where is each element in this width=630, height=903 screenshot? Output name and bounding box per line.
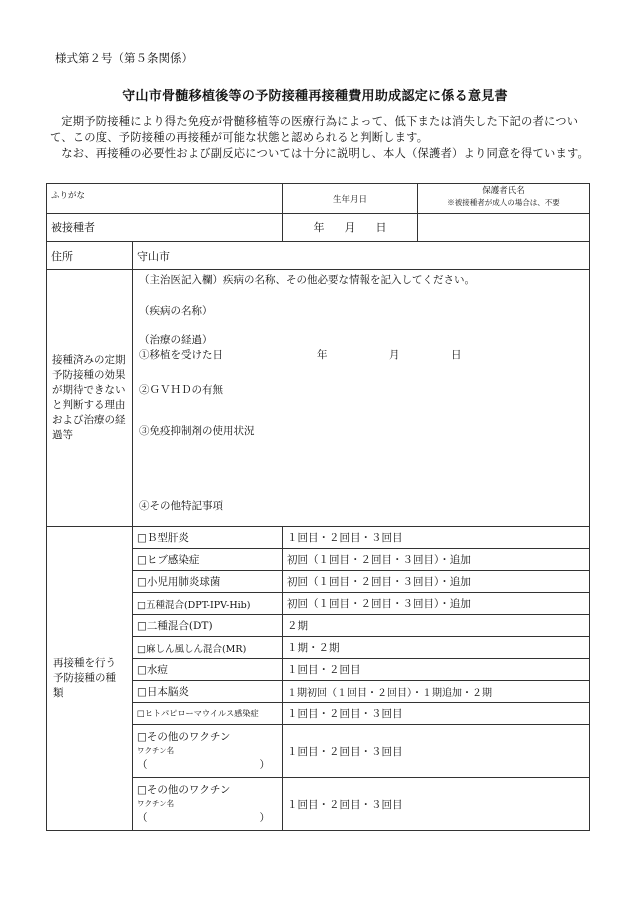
vaccine-doses[interactable] (283, 659, 590, 681)
vaccine-section-label: 再接種を行う予防接種の種類 (53, 657, 116, 699)
vaccine-checkbox[interactable] (133, 593, 283, 615)
opinion-field[interactable] (133, 270, 590, 527)
other-vaccine-2[interactable] (133, 778, 283, 831)
vaccine-name: □ヒブ感染症 (137, 554, 200, 566)
paren-open: （ (137, 759, 148, 771)
address-value: 守山市 (137, 249, 170, 263)
vaccine-doses[interactable] (283, 571, 590, 593)
vaccine-doses-text: 初回（１回目・２回目・３回目）・追加 (287, 598, 471, 610)
vaccine-name: □二種混合(DT) (137, 620, 213, 632)
transplant-date-label: ①移植を受けた日 (139, 349, 223, 361)
dob-cell (283, 184, 418, 242)
opinion-section-label-cell (47, 270, 133, 527)
transplant-date-row (139, 347, 583, 362)
vaccine-name: □麻しん風しん混合(MR) (137, 643, 247, 655)
vaccine-checkbox[interactable] (133, 527, 283, 549)
other-notes-label: ④その他特記事項 (139, 500, 223, 512)
vaccine-checkbox[interactable] (133, 571, 283, 593)
vaccine-doses[interactable] (283, 615, 590, 637)
vaccine-doses-text: １回目・２回目・３回目 (287, 798, 403, 811)
dob-day: 日 (375, 221, 387, 234)
vaccine-doses[interactable] (283, 778, 590, 831)
opinion-instruction: （主治医記入欄）疾病の名称、その他必要な情報を記入してください。 (139, 274, 475, 286)
vaccine-doses-text: １期・２期 (287, 642, 340, 654)
guardian-cell (418, 184, 590, 242)
vaccine-name-label: ワクチン名 (137, 799, 175, 808)
vaccine-doses[interactable] (283, 703, 590, 725)
recipient-name-field[interactable] (47, 213, 283, 241)
opinion-section-label: 接種済みの定期予防接種の効果が期待できないと判断する理由および治療の経過等 (52, 354, 126, 441)
furigana-label: ふりがな (51, 191, 86, 201)
vaccine-doses[interactable] (283, 681, 590, 703)
vaccine-name-input[interactable] (137, 758, 278, 772)
vaccine-checkbox[interactable] (133, 703, 283, 725)
vaccine-doses[interactable] (283, 637, 590, 659)
vaccine-section-label-cell (47, 527, 133, 831)
vaccine-checkbox[interactable] (133, 659, 283, 681)
vaccine-checkbox[interactable] (133, 681, 283, 703)
other-vaccine-1[interactable] (133, 725, 283, 778)
vaccine-doses-text: １回目・２回目 (287, 664, 361, 676)
vaccine-doses-text: ２期 (287, 620, 309, 632)
paren-close: ） (259, 812, 271, 824)
address-label: 住所 (51, 249, 73, 263)
vaccine-doses[interactable] (283, 725, 590, 778)
vaccine-checkbox[interactable] (133, 637, 283, 659)
opinion-form-table (46, 183, 590, 831)
vaccine-name: □その他のワクチン (137, 731, 231, 743)
transplant-month: 月 (389, 349, 400, 361)
vaccine-doses-text: 初回（１回目・２回目・３回目）・追加 (287, 554, 471, 566)
transplant-day: 日 (451, 349, 462, 361)
dob-field[interactable] (283, 214, 417, 241)
treatment-label: （治療の経過） (139, 334, 213, 346)
guardian-label: 保護者氏名 (482, 186, 525, 196)
vaccine-checkbox[interactable] (133, 615, 283, 637)
intro-paragraph-1: 定期予防接種により得た免疫が骨髄移植等の医療行為によって、低下または消失した下記の者について、この度、予防接種の再接種が可能な状態と認められると判断します。 (50, 115, 579, 144)
vaccine-name-label: ワクチン名 (137, 746, 175, 755)
immunosuppressant-label: ③免疫抑制剤の使用状況 (139, 425, 255, 437)
vaccine-name: □日本脳炎 (137, 686, 189, 698)
intro-paragraph-2: なお、再接種の必要性および副反応については十分に説明し、本人（保護者）より同意を得ています。 (61, 147, 590, 160)
vaccine-name: □水痘 (137, 664, 168, 676)
paren-close: ） (259, 759, 271, 771)
vaccine-doses[interactable] (283, 549, 590, 571)
guardian-name-field[interactable] (418, 214, 589, 241)
address-field[interactable] (133, 242, 590, 270)
furigana-field[interactable] (47, 184, 283, 214)
vaccine-doses[interactable] (283, 527, 590, 549)
recipient-label: 被接種者 (51, 221, 95, 235)
dob-month: 月 (344, 221, 356, 234)
paren-open: （ (137, 812, 148, 824)
vaccine-doses[interactable] (283, 593, 590, 615)
vaccine-doses-text: 初回（１回目・２回目・３回目）・追加 (287, 576, 471, 588)
vaccine-name: □小児用肺炎球菌 (137, 576, 221, 588)
vaccine-name: □五種混合(DPT-IPV-Hib) (137, 599, 251, 611)
dob-year: 年 (313, 221, 325, 234)
vaccine-name: □Ｂ型肝炎 (137, 532, 189, 544)
intro-text (50, 114, 590, 162)
vaccine-name: □ヒトパピローマウイルス感染症 (137, 708, 259, 718)
vaccine-checkbox[interactable] (133, 549, 283, 571)
gvhd-label: ②ＧＶＨＤの有無 (139, 384, 223, 396)
transplant-year: 年 (317, 349, 328, 361)
vaccine-name: □その他のワクチン (137, 784, 231, 796)
guardian-note: ※被接種者が成人の場合は、不要 (447, 198, 560, 207)
vaccine-doses-text: １回目・２回目・３回目 (287, 532, 403, 544)
disease-name-label: （疾病の名称） (139, 305, 213, 317)
dob-label: 生年月日 (333, 194, 368, 205)
vaccine-name-input[interactable] (137, 811, 278, 825)
vaccine-doses-text: １期初回（１回目・２回目）・１期追加・２期 (287, 688, 493, 699)
address-label-cell (47, 242, 133, 270)
vaccine-doses-text: １回目・２回目・３回目 (287, 708, 403, 720)
document-title: 守山市骨髄移植後等の予防接種再接種費用助成認定に係る意見書 (122, 89, 508, 104)
vaccine-doses-text: １回目・２回目・３回目 (287, 745, 403, 758)
form-number: 様式第２号（第５条関係） (55, 51, 193, 65)
